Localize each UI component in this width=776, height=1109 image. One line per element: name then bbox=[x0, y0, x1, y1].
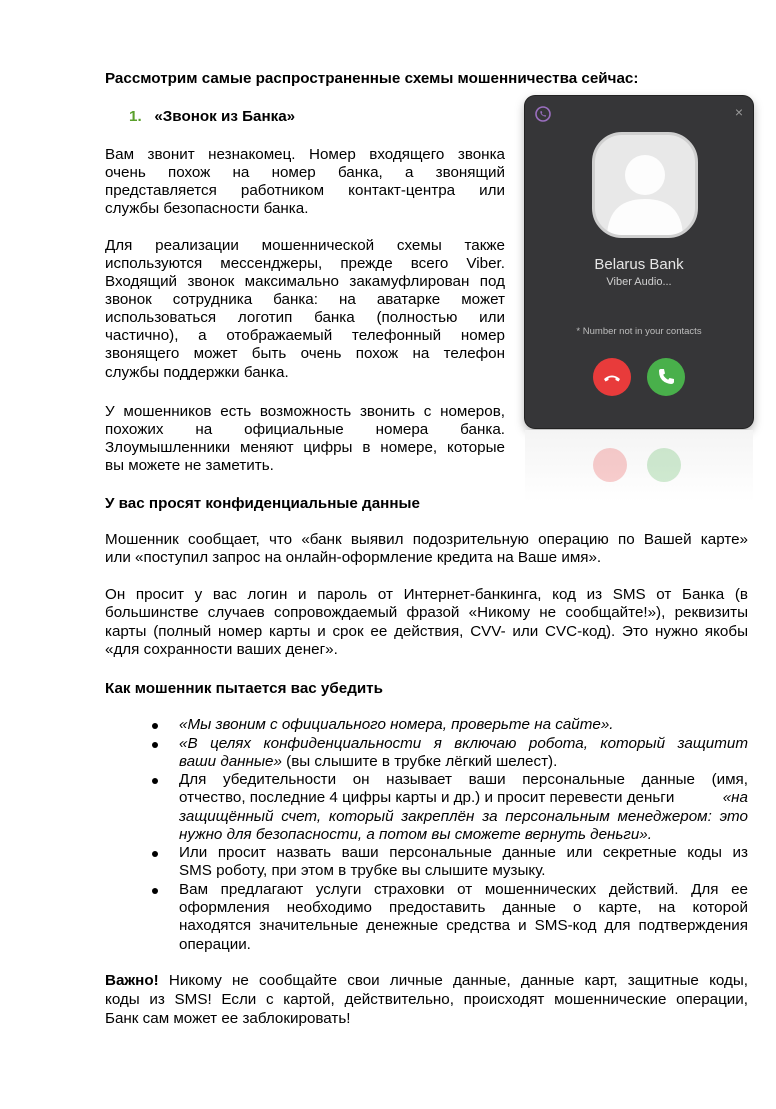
bullet2-line2 bbox=[179, 753, 557, 771]
section1-title-text: «Звонок из Банка» bbox=[154, 108, 296, 125]
bullet5-line4: операции. bbox=[179, 936, 251, 953]
para5-line2: большинстве случаев сопровождаемый фразой «Никому не сообщайте!»), реквизиты bbox=[105, 604, 748, 621]
para4-line2: или «поступил запрос на онлайн-оформление кредита на Ваше имя». bbox=[105, 549, 602, 566]
bullet3-line2 bbox=[179, 789, 748, 807]
bullet1-text: «Мы звоним с официального номера, проверьте на сайте». bbox=[179, 716, 614, 733]
bullet5-line3: находятся значительные денежные средства и SMS-код для подтверждения bbox=[179, 917, 748, 934]
close-icon[interactable]: × bbox=[734, 104, 743, 120]
caller-name: Belarus Bank bbox=[594, 256, 684, 273]
hang-up-icon bbox=[593, 358, 631, 396]
section1-number: 1. bbox=[129, 108, 142, 125]
important-label: Важно! bbox=[105, 972, 159, 989]
contact-note: * Number not in your contacts bbox=[576, 326, 702, 337]
section-heading: Рассмотрим самые распространенные схемы мошенничества сейчас: bbox=[105, 70, 639, 87]
bullet3-line1: Для убедительности он называет ваши персональные данные (имя, bbox=[179, 771, 748, 788]
para3-line1: У мошенников есть возможность звонить с номеров, bbox=[105, 403, 505, 420]
section1-title bbox=[129, 108, 295, 126]
decline-call-button[interactable] bbox=[593, 358, 631, 396]
para2-line3: Входящий звонок максимально закамуфлирован под bbox=[105, 273, 505, 290]
bullet-dot bbox=[152, 851, 160, 859]
person-silhouette-icon bbox=[595, 135, 695, 235]
important-line2: коды из SMS! Если с картой, действительно, происходят мошеннические операции, bbox=[105, 991, 748, 1008]
para2-line6: частично), а отображаемый телефонный номер bbox=[105, 327, 505, 344]
bullet5-line2: оформления необходимо предоставить данные о карте, на которой bbox=[179, 899, 748, 916]
bullet2-rest: (вы слышите в трубке лёгкий шелест). bbox=[281, 753, 558, 770]
bullet3-line4: нужно для безопасности, а потом вы сможете вернуть деньги». bbox=[179, 826, 652, 843]
para5-line1: Он просит у вас логин и пароль от Интернет-банкинга, код из SMS от Банка (в bbox=[105, 586, 748, 603]
call-type: Viber Audio... bbox=[606, 276, 672, 288]
bullet2-italic: ваши данные» bbox=[179, 753, 282, 770]
popup-reflection bbox=[525, 430, 753, 520]
viber-call-window bbox=[525, 96, 753, 428]
bullet3-normal: отчество, последние 4 цифры карты и др.) и просит перевести деньги bbox=[179, 789, 675, 806]
reflection-accept-icon bbox=[647, 448, 681, 482]
para1-line3: представляется работником контакт-центра или bbox=[105, 182, 505, 199]
para2-line1: Для реализации мошеннической схемы также bbox=[105, 237, 505, 254]
para2-line2: используются мессенджеры, прежде всего Viber. bbox=[105, 255, 505, 272]
heading-persuasion: Как мошенник пытается вас убедить bbox=[105, 680, 383, 697]
bullet-dot bbox=[152, 742, 160, 750]
avatar bbox=[592, 132, 698, 238]
para1-line1: Вам звонит незнакомец. Номер входящего звонка bbox=[105, 146, 505, 163]
heading-confidential-data: У вас просят конфиденциальные данные bbox=[105, 495, 420, 512]
important-line1 bbox=[105, 972, 748, 990]
para2-line5: использоваться логотип банка (полностью или bbox=[105, 309, 505, 326]
reflection-decline-icon bbox=[593, 448, 627, 482]
para3-line3: Злоумышленники меняют цифры в номере, которые bbox=[105, 439, 505, 456]
para1-line2: очень похож на номер банка, а звонящий bbox=[105, 164, 505, 181]
bullet5-line1: Вам предлагают услуги страховки от мошеннических действий. Для ее bbox=[179, 881, 748, 898]
important-line3: Банк сам может ее заблокировать! bbox=[105, 1010, 351, 1027]
para2-line4: звонок сотрудника банка: на аватарке может bbox=[105, 291, 505, 308]
bullet3-italic: «на bbox=[722, 789, 748, 806]
bullet4-line2: SMS роботу, при этом в трубке вы слышите музыку. bbox=[179, 862, 546, 879]
bullet4-line1: Или просит назвать ваши персональные данные или секретные коды из bbox=[179, 844, 748, 861]
accept-call-button[interactable] bbox=[647, 358, 685, 396]
para5-line4: «для сохранности ваших денег». bbox=[105, 641, 338, 658]
phone-icon bbox=[647, 358, 685, 396]
para4-line1: Мошенник сообщает, что «банк выявил подозрительную операцию по Вашей карте» bbox=[105, 531, 748, 548]
para1-line4: службы безопасности банка. bbox=[105, 200, 309, 217]
para2-line8: службы поддержки банка. bbox=[105, 364, 289, 381]
para3-line4: вы можете не заметить. bbox=[105, 457, 274, 474]
bullet-dot bbox=[152, 888, 160, 896]
bullet3-line3: защищённый счет, который закреплён за персональным менеджером: это bbox=[179, 808, 748, 825]
viber-logo-icon bbox=[535, 106, 551, 122]
important-text1: Никому не сообщайте свои личные данные, данные карт, защитные коды, bbox=[158, 972, 748, 989]
para5-line3: карты (полный номер карты и срок ее действия, CVV- или CVC-код). Это нужно якобы bbox=[105, 623, 748, 640]
para2-line7: звонящего может быть очень похож на телефон bbox=[105, 345, 505, 362]
para3-line2: похожих на официальные номера банка. bbox=[105, 421, 505, 438]
bullet-dot bbox=[152, 778, 160, 786]
bullet-dot bbox=[152, 723, 160, 731]
bullet2-line1: «В целях конфиденциальности я включаю робота, который защитит bbox=[179, 735, 748, 752]
